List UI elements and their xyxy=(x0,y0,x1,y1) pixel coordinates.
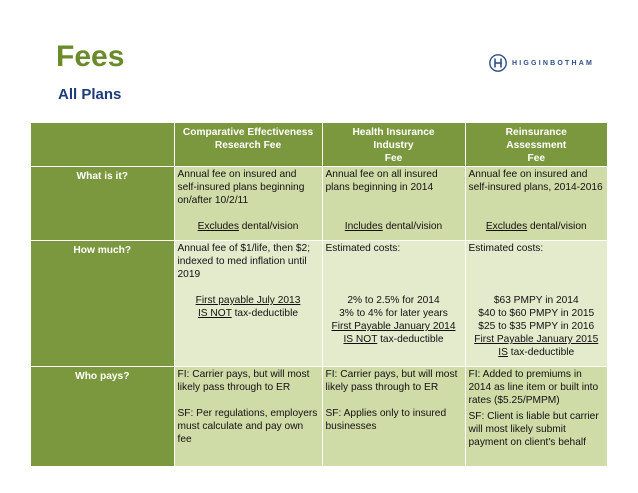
row-label-how: How much? xyxy=(31,241,174,367)
table-row-how xyxy=(31,241,607,367)
note-text: dental/vision xyxy=(527,221,587,232)
underlined-text: IS NOT xyxy=(197,308,232,319)
cell-text: Annual fee of $1/life, then $2; indexed to med inflation until 2019 xyxy=(177,243,311,280)
cell-line xyxy=(178,294,319,307)
cell-who-hii xyxy=(322,367,465,466)
cell-text-sf: SF: Per regulations, employers must calculate and pay own fee xyxy=(177,408,318,445)
note-text: dental/vision xyxy=(238,221,299,232)
note-text: dental/vision xyxy=(382,221,443,232)
column-header-re-line1: Reinsurance xyxy=(505,127,567,138)
cell-text: Annual fee on all insured plans beginning in 2014 xyxy=(325,169,438,193)
note-text: tax-deductible xyxy=(377,334,444,345)
cell-line xyxy=(469,333,605,346)
column-header-hii-line3: Fee xyxy=(384,153,403,164)
column-header-hii-fee xyxy=(322,123,465,167)
cell-line: 3% to 4% for later years xyxy=(339,308,448,319)
column-header-cer-line2: Research Fee xyxy=(214,140,282,151)
underlined-text: First Payable January 2015 xyxy=(474,334,599,345)
column-header-cer-line1: Comparative Effectiveness xyxy=(182,127,314,138)
note-text: tax-deductible xyxy=(231,308,299,319)
cell-who-cer xyxy=(174,367,322,466)
cell-how-hii xyxy=(322,241,465,367)
column-header-hii-line1: Health Insurance xyxy=(352,127,435,138)
column-header-re-line3: Fee xyxy=(527,153,546,164)
page-subtitle: All Plans xyxy=(58,86,122,103)
cell-what-hii xyxy=(322,167,465,241)
cell-how-re xyxy=(465,241,607,367)
table-header-row xyxy=(31,123,607,167)
higginbotham-logo-icon xyxy=(489,54,507,72)
cell-how-cer xyxy=(174,241,322,367)
underlined-text: IS xyxy=(498,347,508,358)
cell-text-sf: SF: Client is liable but carrier will most likely submit payment on client's behalf xyxy=(468,411,599,448)
cell-line xyxy=(469,346,605,359)
row-label-who: Who pays? xyxy=(31,367,174,466)
cell-line xyxy=(178,307,319,320)
underlined-text: First Payable January 2014 xyxy=(331,321,456,332)
cell-text-fi: FI: Added to premiums in 2014 as line item or built into rates ($5.25/PMPM) xyxy=(468,369,599,406)
cell-text: Estimated costs: xyxy=(325,243,401,254)
cell-text: Estimated costs: xyxy=(468,243,544,254)
cell-text-sf: SF: Applies only to insured businesses xyxy=(325,408,447,432)
column-header-reinsurance-fee xyxy=(465,123,607,167)
underlined-text: Excludes xyxy=(485,221,528,232)
cell-text: Annual fee on insured and self-insured plans, 2014-2016 xyxy=(468,169,603,193)
underlined-text: First payable July 2013 xyxy=(195,295,301,306)
company-logo xyxy=(489,54,594,72)
cell-note xyxy=(469,220,605,233)
corner-header xyxy=(31,123,174,167)
table-row-what xyxy=(31,167,607,241)
cell-who-re xyxy=(465,367,607,466)
cell-text-fi: FI: Carrier pays, but will most likely pass through to ER xyxy=(177,369,310,393)
underlined-text: Includes xyxy=(344,221,383,232)
cell-line xyxy=(326,320,462,333)
column-header-cer-fee xyxy=(174,123,322,167)
column-header-re-line2: Assessment xyxy=(506,140,567,151)
cell-note xyxy=(326,220,462,233)
page-title: Fees xyxy=(56,40,125,73)
cell-line: $25 to $35 PMPY in 2016 xyxy=(478,321,595,332)
cell-line: 2% to 2.5% for 2014 xyxy=(347,295,440,306)
row-label-what: What is it? xyxy=(31,167,174,241)
cell-what-re xyxy=(465,167,607,241)
cell-text: Annual fee on insured and self-insured plans beginning on/after 10/2/11 xyxy=(177,169,305,206)
fees-table xyxy=(31,123,607,466)
underlined-text: Excludes xyxy=(197,221,239,232)
cell-line: $63 PMPY in 2014 xyxy=(493,295,579,306)
column-header-hii-line2: Industry xyxy=(373,140,414,151)
note-text: tax-deductible xyxy=(507,347,575,358)
underlined-text: IS NOT xyxy=(343,334,378,345)
table-row-who xyxy=(31,367,607,466)
logo-text: HIGGINBOTHAM xyxy=(512,59,595,67)
cell-line: $40 to $60 PMPY in 2015 xyxy=(478,308,595,319)
cell-text-fi: FI: Carrier pays, but will most likely pass through to ER xyxy=(325,369,458,393)
cell-line xyxy=(326,333,462,346)
cell-note xyxy=(178,220,319,233)
cell-what-cer xyxy=(174,167,322,241)
